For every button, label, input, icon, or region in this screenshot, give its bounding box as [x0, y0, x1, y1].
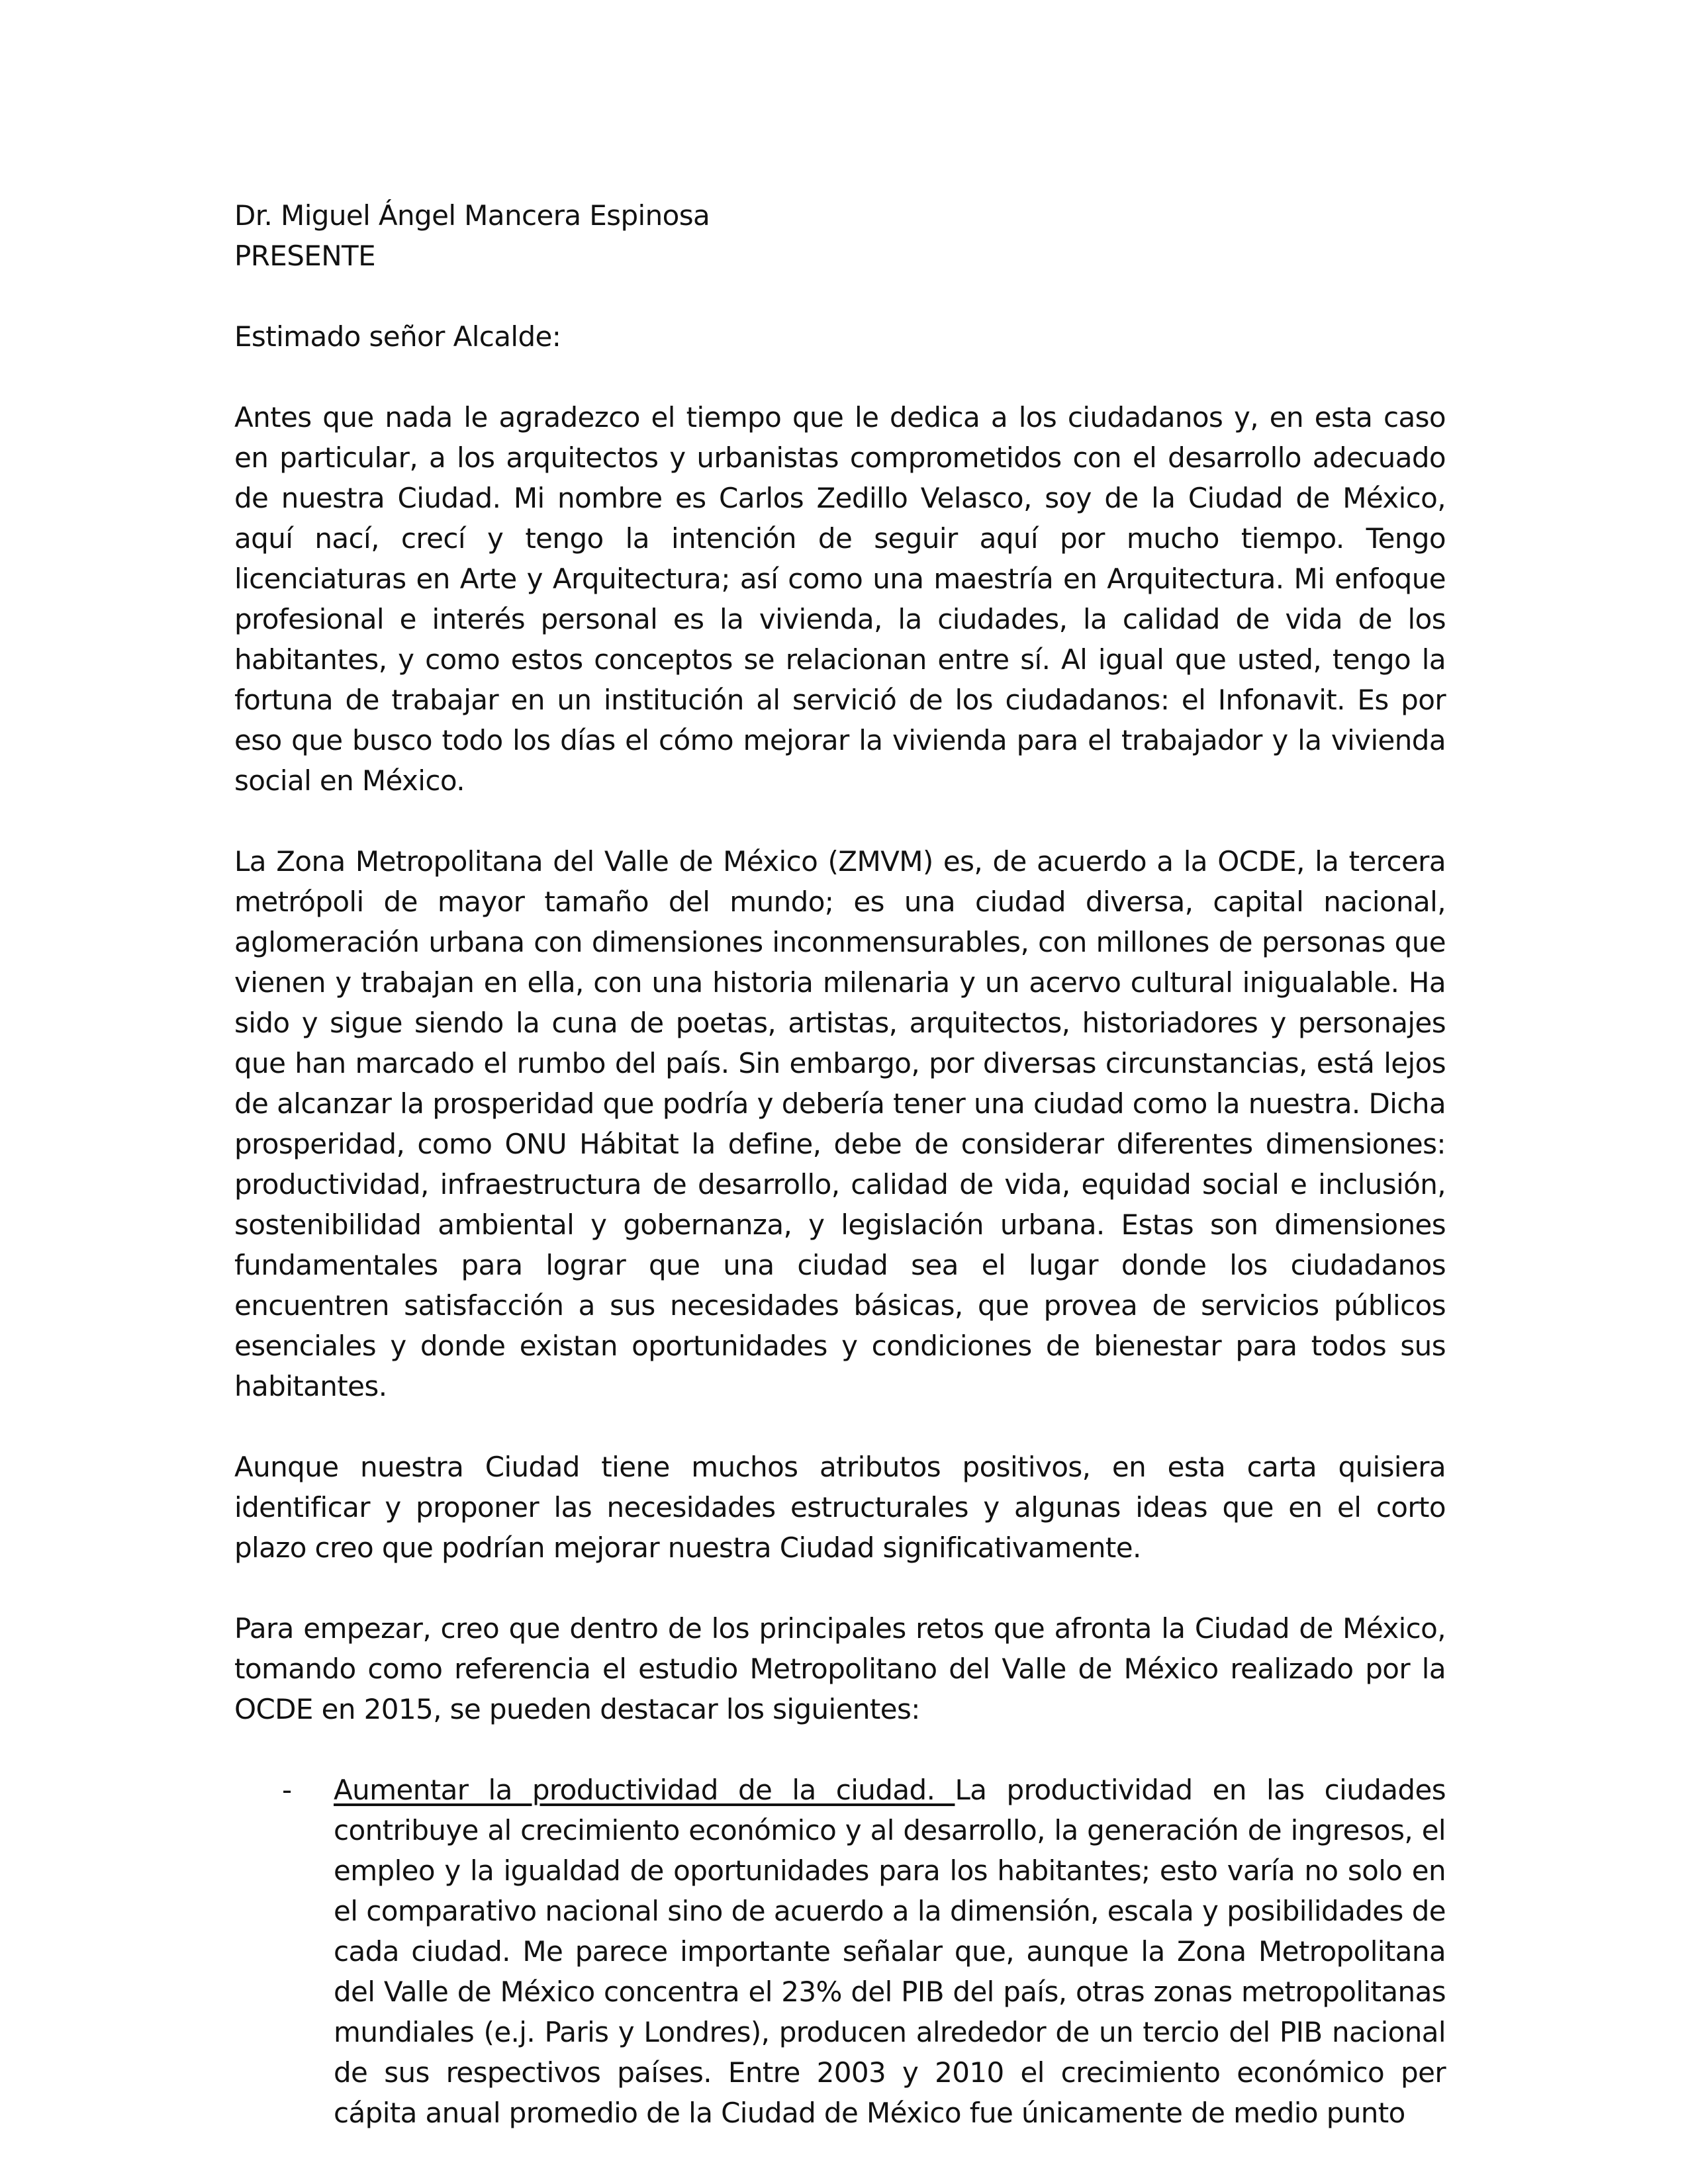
paragraph-attributes: Aunque nuestra Ciudad tiene muchos atributos positivos, en esta carta quisiera identificar y proponer las necesidades estructurales y algunas ideas que en el corto plazo creo que podrían mejorar nuestra Ciudad significativamente.: [234, 1451, 1446, 1564]
list-item-heading: Aumentar la productividad de la ciudad.: [334, 1774, 955, 1806]
list-item-text: La productividad en las ciudades contribuye al crecimiento económico y al desarrollo, la generación de ingresos, el empleo y la igualdad de oportunidades para los habitantes; esto varía no solo en el comparativo nacional sino de acuerdo a la dimensión, escala y posibilidades de cada ciudad. Me parece importante señalar que, aunque la Zona Metropolitana del Valle de México concentra el 23% del PIB del país, otras zonas metropolitanas mundiales (e.j. Paris y Londres), producen alrededor de un tercio del PIB nacional de sus respectivos países. Entre 2003 y 2010 el crecimiento económico per cápita anual promedio de la Ciudad de México fue únicamente de medio punto: [334, 1774, 1446, 2129]
spacer: [234, 357, 1446, 397]
paragraph-zmvm: La Zona Metropolitana del Valle de México (ZMVM) es, de acuerdo a la OCDE, la tercera metrópoli de mayor tamaño del mundo; es una ciudad diversa, capital nacional, aglomeración urbana con dimensiones inconmensurables, con millones de personas que vienen y trabajan en ella, con una historia milenaria y un acervo cultural inigualable. Ha sido y sigue siendo la cuna de poetas, artistas, arquitectos, historiadores y personajes que han marcado el rumbo del país. Sin embargo, por diversas circunstancias, está lejos de alcanzar la prosperidad que podría y debería tener una ciudad como la nuestra. Dicha prosperidad, como ONU Hábitat la define, debe de considerar diferentes dimensiones: productividad, infraestructura de desarrollo, calidad de vida, equidad social e inclusión, sostenibilidad ambiental y gobernanza, y legislación urbana. Estas son dimensiones fundamentales para lograr que una ciudad sea el lugar donde los ciudadanos encuentren satisfacción a sus necesidades básicas, que provea de servicios públicos esenciales y donde existan oportunidades y condiciones de bienestar para todos sus habitantes.: [234, 845, 1446, 1402]
challenges-list: [234, 1770, 1446, 2133]
spacer: [234, 1729, 1446, 1770]
salutation: Estimado señor Alcalde:: [234, 320, 561, 353]
list-bullet: -: [282, 1774, 292, 1806]
spacer: [234, 1568, 1446, 1608]
spacer: [234, 276, 1446, 316]
recipient-line-presente: PRESENTE: [234, 240, 376, 272]
paragraph-challenges-intro: Para empezar, creo que dentro de los principales retos que afronta la Ciudad de México, tomando como referencia el estudio Metropolitano del Valle de México realizado por la OCDE en 2015, se pueden destacar los siguientes:: [234, 1612, 1446, 1725]
spacer: [234, 1406, 1446, 1447]
spacer: [234, 801, 1446, 841]
letter-page: [234, 195, 1446, 2133]
recipient-name: Dr. Miguel Ángel Mancera Espinosa: [234, 199, 710, 232]
list-item: [234, 1770, 1446, 2133]
paragraph-introduction: Antes que nada le agradezco el tiempo que le dedica a los ciudadanos y, en esta caso en particular, a los arquitectos y urbanistas comprometidos con el desarrollo adecuado de nuestra Ciudad. Mi nombre es Carlos Zedillo Velasco, soy de la Ciudad de México, aquí nací, crecí y tengo la intención de seguir aquí por mucho tiempo. Tengo licenciaturas en Arte y Arquitectura; así como una maestría en Arquitectura. Mi enfoque profesional e interés personal es la vivienda, la ciudades, la calidad de vida de los habitantes, y como estos conceptos se relacionan entre sí. Al igual que usted, tengo la fortuna de trabajar en un institución al servició de los ciudadanos: el Infonavit. Es por eso que busco todo los días el cómo mejorar la vivienda para el trabajador y la vivienda social en México.: [234, 401, 1446, 797]
